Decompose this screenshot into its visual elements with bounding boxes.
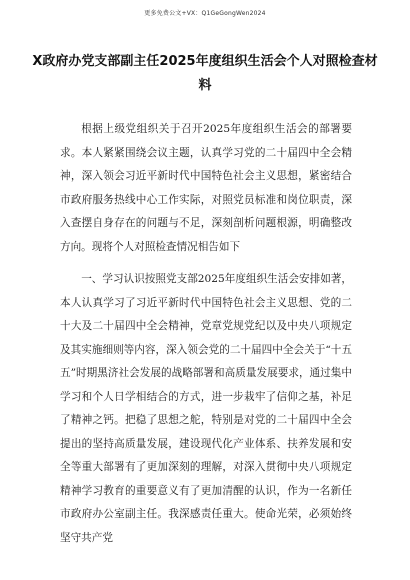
header-note: 更多免费公文+VX：Q1GeGongWen2024 xyxy=(144,10,266,17)
paragraph-intro: 根据上级党组织关于召开2025年度组织生活会的部署要求。本人紧紧围绕会议主题，认真学习党的二十届四中全会精神，深入领会习近平新时代中国特色社会主义思想，紧密结合市政府服务热线中心工作实际，对照党员标准和岗位职责，深入查摆自身存在的问题与不足，深刻剖析问题根源，明确整改方向。现将个人对照检查情况相告如下 xyxy=(60,123,352,253)
document-title: X政府办党支部副主任2025年度组织生活会个人对照检查材料 xyxy=(32,54,378,93)
paragraph-section-one: 一、学习认识按照党支部2025年度组织生活会安排如著，本人认真学习了习近平新时代中国特色社会主义思想、党的二十大及二十届四中全会精神，党章党规党纪以及中央八项规定及其实施细则等内容，深入领会党的二十届四中全会关于“十五五”时期黑济社会发展的战略部署和高质量发展要求，通过集中学习和个人日学相结合的方式，进一步栽牢了信仰之基，补足了精神之钙。把稳了思想之舵，特别是对党的二十届四中全会提出的坚持高质量发展，建设现代化产业体系、扶养发展和安全等重大部署有了更加深刻的理解，对深入贯彻中央八项规定精神学习教育的重要意义有了更加清醒的认识，作为一名新任市政府办公室副主任。我深感责任重大。使命光荣，必须始终坚守共产党 xyxy=(60,273,352,544)
